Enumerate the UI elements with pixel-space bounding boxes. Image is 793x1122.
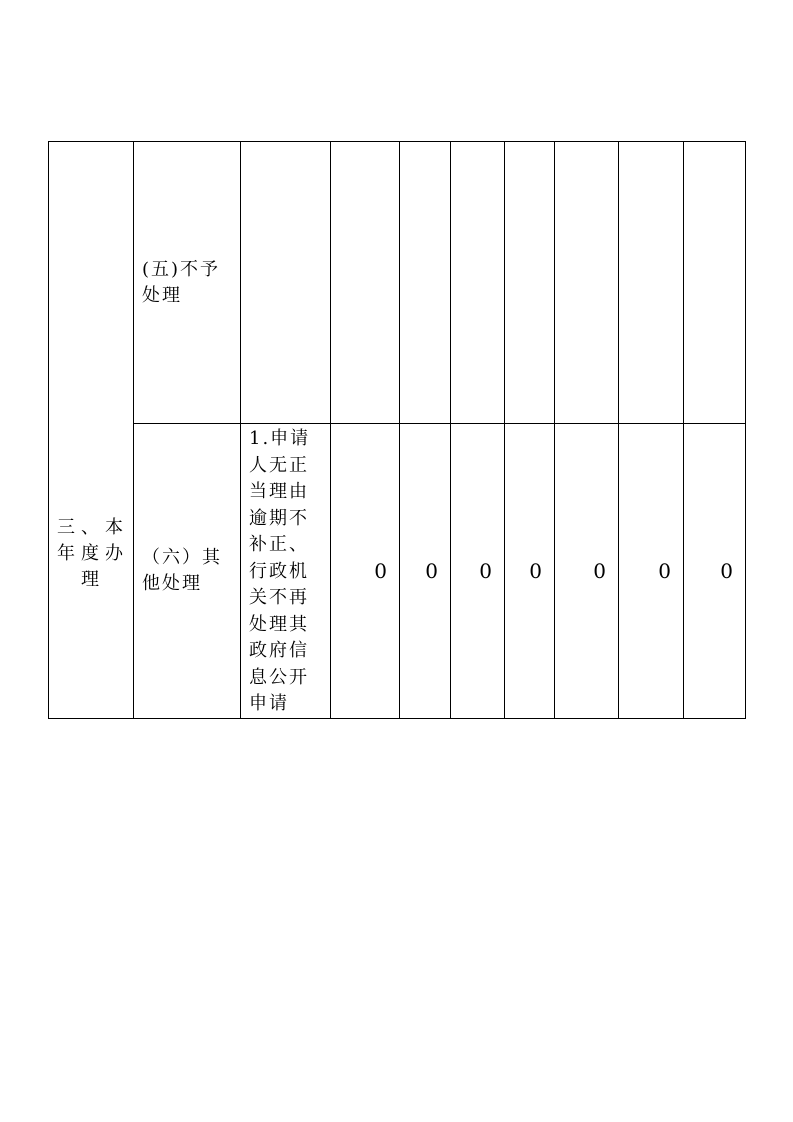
value-cell: 0: [505, 424, 555, 719]
sub-category-cell: [134, 142, 241, 424]
detail-cell: [241, 142, 331, 424]
value-cell: 0: [451, 424, 505, 719]
value-cell: 0: [331, 424, 400, 719]
sub-category-label: (五)不予处理: [142, 258, 221, 306]
value-cell: [331, 142, 400, 424]
report-table: [48, 141, 746, 719]
value-cell: 0: [555, 424, 619, 719]
table-row: [49, 424, 746, 719]
sub-category-cell: [134, 424, 241, 719]
value-cell: [400, 142, 451, 424]
category-cell: [49, 142, 134, 719]
value-cell: [684, 142, 746, 424]
detail-cell: [241, 424, 331, 719]
value-cell: [505, 142, 555, 424]
value-cell: [619, 142, 684, 424]
value-cell: [555, 142, 619, 424]
category-label: 三、本年度办理: [57, 516, 125, 590]
value-cell: 0: [619, 424, 684, 719]
value-cell: 0: [684, 424, 746, 719]
detail-label: [249, 142, 322, 144]
detail-label: 1.申请人无正当理由逾期不补正、行政机关不再处理其政府信息公开申请: [249, 428, 311, 714]
sub-category-label: （六）其他处理: [142, 546, 222, 594]
table-row: [49, 142, 746, 424]
value-cell: [451, 142, 505, 424]
value-cell: 0: [400, 424, 451, 719]
